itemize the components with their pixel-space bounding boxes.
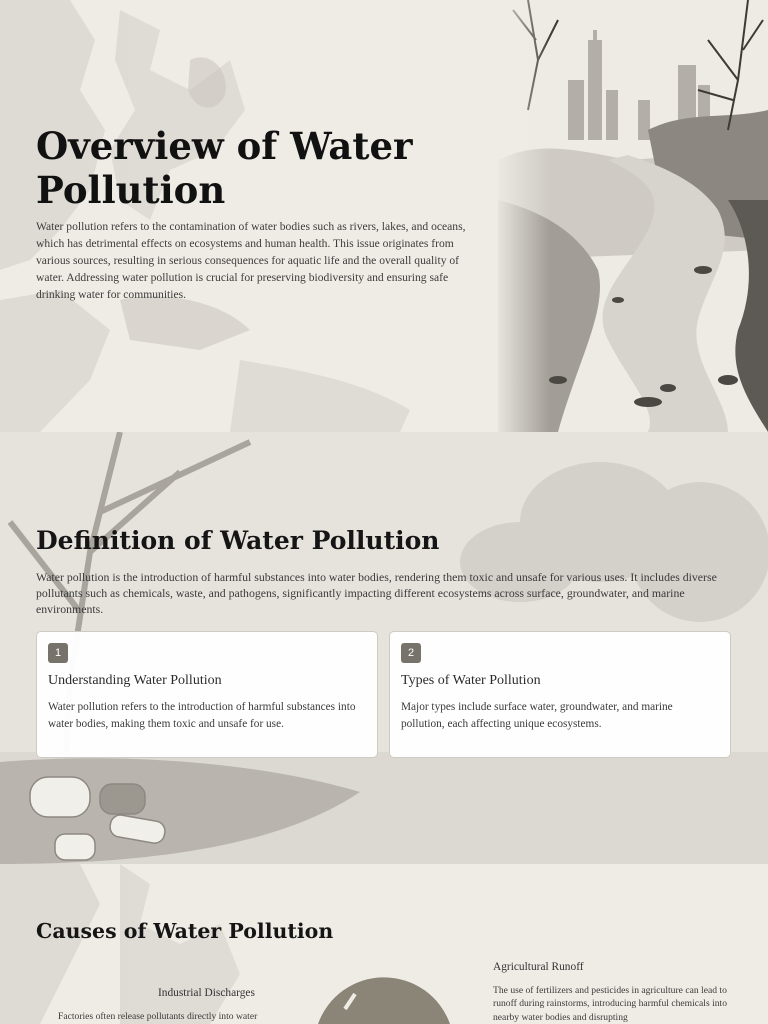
cause-title-agricultural: Agricultural Runoff: [493, 961, 584, 973]
card-number-badge: 2: [401, 643, 421, 663]
cause-title-industrial: Industrial Discharges: [158, 987, 255, 999]
cause-text-agricultural: The use of fertilizers and pesticides in agriculture can lead to runoff during rainstorms, introducing harmful chemicals into nearby water bodies and disrupting: [493, 985, 728, 1023]
slide-definition: [0, 432, 768, 864]
image-fade-overlay: [470, 0, 550, 432]
card-title: Understanding Water Pollution: [48, 673, 222, 688]
slide-causes: [0, 864, 768, 1024]
page-title: Overview of Water Pollution: [36, 124, 413, 212]
slide-overview: [0, 0, 768, 432]
causes-pie-chart: [318, 977, 450, 1024]
cause-text-industrial: Factories often release pollutants directly into water: [58, 1011, 258, 1022]
info-card: [389, 631, 731, 758]
card-text: Major types include surface water, groundwater, and marine pollution, each affecting unique ecosystems.: [401, 701, 673, 730]
card-title: Types of Water Pollution: [401, 673, 541, 688]
definition-paragraph: Water pollution is the introduction of harmful substances into water bodies, rendering them toxic and unsafe for various uses. It includes diverse pollutants such as chemicals, waste, and pathogens, significantly impacting different ecosystems across surface, groundwater, and marine environments.: [36, 570, 717, 617]
info-card: [36, 631, 378, 758]
definition-title: Definition of Water Pollution: [36, 526, 440, 555]
card-text: Water pollution refers to the introduction of harmful substances into water bodies, making them toxic and unsafe for use.: [48, 701, 356, 730]
watercolor-map-background: [0, 0, 500, 432]
card-number-badge: 1: [48, 643, 68, 663]
causes-title: Causes of Water Pollution: [36, 919, 334, 943]
overview-paragraph: Water pollution refers to the contamination of water bodies such as rivers, lakes, and oceans, which has detrimental effects on ecosystems and human health. This issue originates from various sources, resulting in serious consequences for aquatic life and the overall quality of water. Addressing water pollution is crucial for preserving biodiversity and ensuring safe drinking water for communities.: [36, 220, 466, 301]
